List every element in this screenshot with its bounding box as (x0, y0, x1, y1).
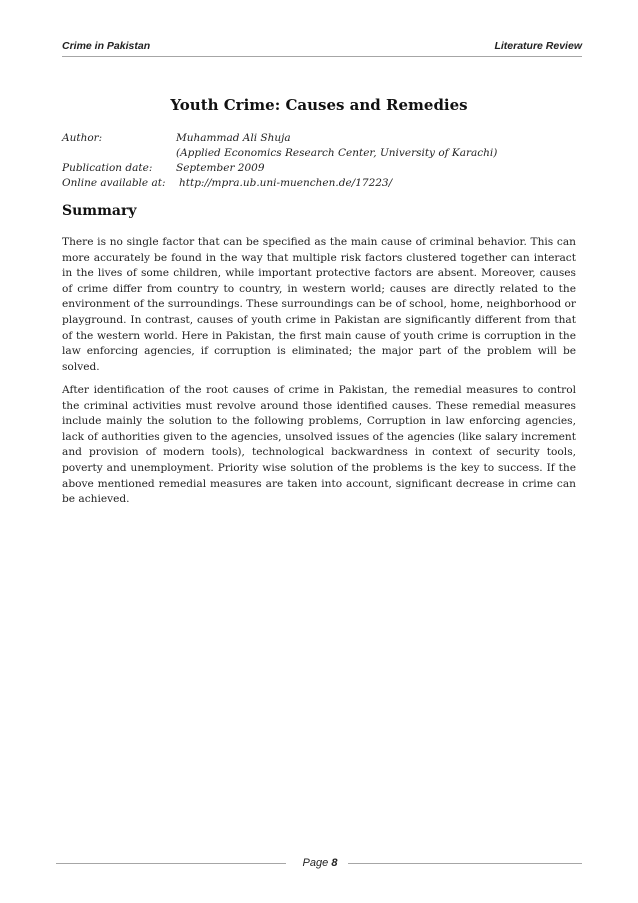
footer-rule-left (56, 863, 286, 864)
running-header (62, 38, 582, 57)
publication-date: September 2009 (176, 162, 265, 174)
document-title: Youth Crime: Causes and Remedies (170, 96, 468, 114)
online-row (62, 176, 497, 191)
page-footer (56, 857, 582, 873)
header-left-title: Crime in Pakistan (62, 40, 151, 52)
online-link[interactable]: http://mpra.ub.uni-muenchen.de/17223/ (179, 177, 393, 189)
page-number (298, 857, 342, 869)
summary-heading: Summary (62, 203, 137, 219)
page-number-value: 8 (331, 857, 338, 869)
author-label: Author: (62, 132, 103, 144)
footer-rule-right (348, 863, 582, 864)
author-row (62, 131, 497, 146)
affiliation-row (62, 146, 497, 161)
header-right-title: Literature Review (494, 40, 582, 52)
publication-label: Publication date: (62, 162, 153, 174)
page-label: Page (302, 857, 329, 869)
summary-paragraph-2: After identification of the root causes of crime in Pakistan, the remedial measures to control the criminal activities must revolve around those identified causes. These remedial measures include mainly the solution to the following problems, Corruption in law enforcing agencies, lack of authorities given to the agencies, unsolved issues of the agencies (like salary increment and provision of modern tools), technological backwardness in context of security tools, poverty and unemployment. Priority wise solution of the problems is the key to success. If the above mentioned remedial measures are taken into account, significant decrease in crime can be achieved. (62, 384, 576, 506)
author-affiliation: (Applied Economics Research Center, University of Karachi) (176, 147, 498, 159)
metadata-block (62, 131, 497, 191)
publication-row (62, 161, 497, 176)
online-label: Online available at: (62, 177, 166, 189)
summary-paragraph-1: There is no single factor that can be specified as the main cause of criminal behavior. This can more accurately be found in the way that multiple risk factors clustered together can interact in the lives of some children, while important protective factors are absent. Moreover, causes of crime differ from country to country, in western world; causes are directly related to the environment of the surroundings. These surroundings can be of school, home, neighborhood or playground. In contrast, causes of youth crime in Pakistan are significantly different from that of the western world. Here in Pakistan, the first main cause of youth crime is corruption in the law enforcing agencies, if corruption is eliminated; the major part of the problem will be solved. (62, 236, 576, 373)
author-name: Muhammad Ali Shuja (176, 132, 291, 144)
